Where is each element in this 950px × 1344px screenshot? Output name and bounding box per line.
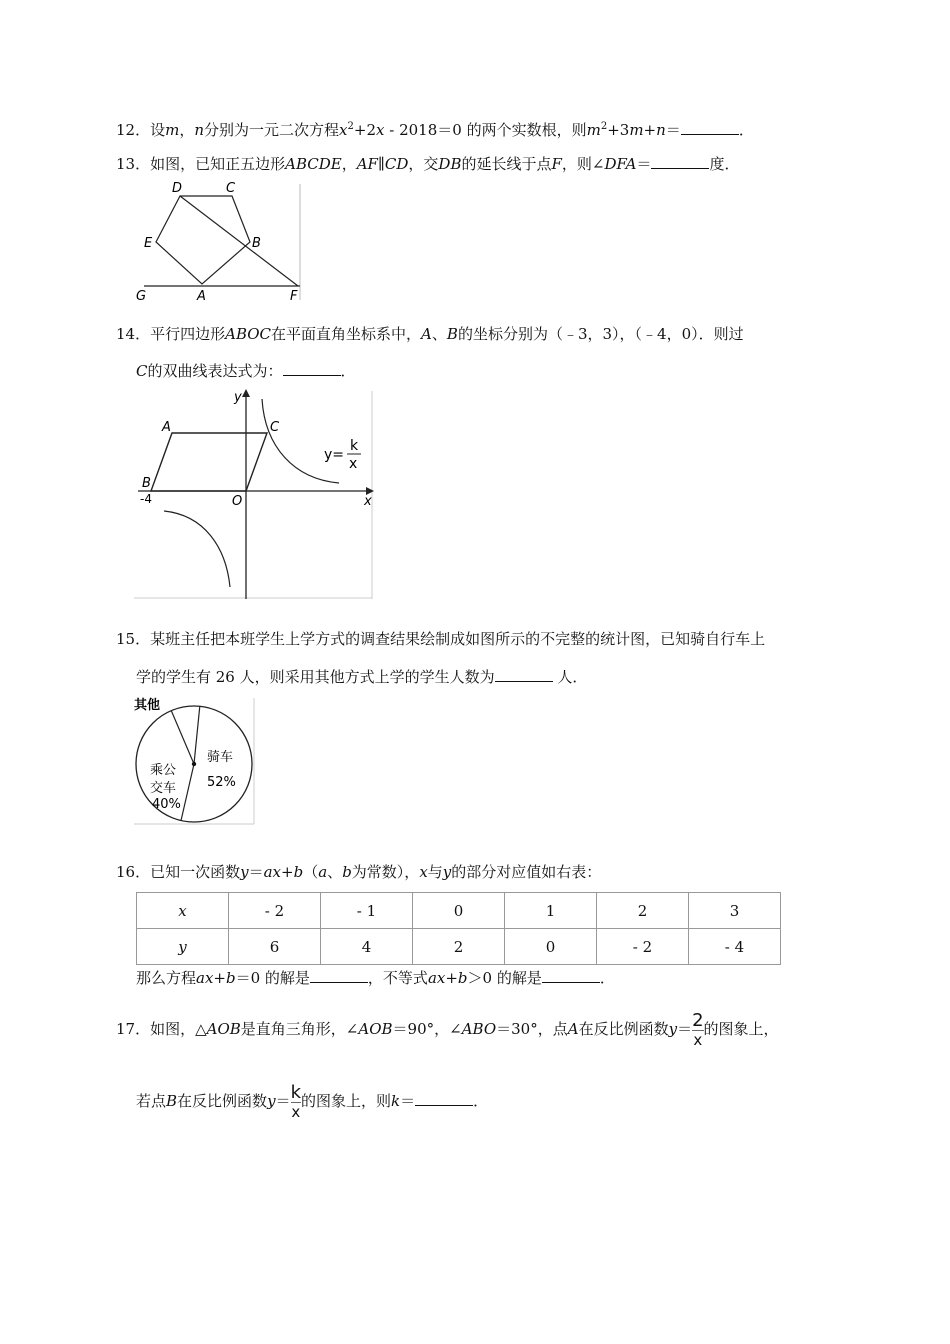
label-f: F [290,289,298,304]
fraction-2-over-x: $\frac{2}{x}$ [692,1009,704,1049]
table-cell: 1 [505,893,597,929]
label-b: B [142,476,151,491]
pentagon-abcde [156,196,250,284]
table-cell: 2 [413,929,505,965]
hyperbola-branch-right [262,399,339,483]
pentagon-figure [134,180,304,304]
answer-blank[interactable] [495,667,553,682]
q14-text-1: 14．平行四边形ABOC在平面直角坐标系中，A、B的坐标分别为（﹣3，3），（﹣4，0）．则过 [116,325,744,343]
answer-blank[interactable] [415,1091,473,1106]
hyperbola-branch-left [164,511,230,587]
q16-text: 16．已知一次函数y＝ax+b（a、b为常数），x与y的部分对应值如右表： [116,863,602,881]
line-df [180,196,298,286]
answer-blank[interactable] [310,968,368,983]
pie-label-bus-2: 交车 [150,781,177,796]
label-o: O [232,494,243,509]
label-minus4: -4 [140,492,152,506]
pie-value-bike: 52% [207,775,236,790]
fraction-k-over-x: $\frac{k}{x}$ [290,1081,301,1121]
label-c: C [226,181,236,196]
answer-blank[interactable] [542,968,600,983]
label-a: A [197,289,206,304]
pie-label-bus-1: 乘公 [150,763,177,778]
parallelogram-aboc [151,433,267,491]
table-cell: - 1 [321,893,413,929]
label-c: C [270,420,280,435]
table-row [137,893,781,929]
label-k: k [350,438,359,454]
table-cell: 6 [229,929,321,965]
table-cell: x [137,893,229,929]
pie-label-bike: 骑车 [207,750,234,765]
pie-label-other: 其他 [134,698,161,713]
table-cell: y [137,929,229,965]
table-cell: - 4 [689,929,781,965]
pie-chart [134,694,258,827]
answer-blank[interactable] [651,154,709,169]
label-e: E [144,236,153,251]
q15-text-2: 学的学生有 26 人，则采用其他方式上学的学生人数为 人． [136,668,588,686]
q15-text-1: 15．某班主任把本班学生上学方式的调查结果绘制成如图所示的不完整的统计图，已知骑自行车上 [116,630,766,648]
label-x-denominator: x [349,456,358,472]
q14-text-2: C的双曲线表达式为： ． [136,362,356,380]
table-row [137,929,781,965]
label-x: x [364,494,372,509]
pie-slice-boundary-2 [171,711,194,764]
label-d: D [172,181,183,196]
q17-text-1: 17．如图，△AOB是直角三角形，∠AOB＝90°，∠ABO＝30°，点A在反比例函数y＝ $\frac{2}{x}$ 的图象上， [116,1009,779,1049]
table-cell: - 2 [229,893,321,929]
pie-value-bus: 40% [152,797,181,812]
table-cell: 0 [413,893,505,929]
table-cell: 2 [597,893,689,929]
answer-blank[interactable] [283,361,341,376]
answer-blank[interactable] [681,120,739,135]
pie-center [192,762,196,766]
label-y-eq: y= [324,447,345,463]
q12-text: 12．设m，n分别为一元二次方程$x^2+2x - 2018=0$ 的两个实数根，则$m^2+3m+n=$ ． [116,121,754,139]
table-cell: - 2 [597,929,689,965]
label-a: A [162,420,171,435]
label-g: G [136,289,147,304]
q17-text-2: 若点B在反比例函数y＝ $\frac{k}{x}$ 的图象上，则k＝ ． [136,1081,489,1121]
pie-slice-boundary-1 [181,764,194,821]
label-b: B [252,236,261,251]
hyperbola-figure [134,387,376,601]
value-table [136,892,781,965]
table-cell: 0 [505,929,597,965]
label-y: y [234,390,242,405]
q13-text: 13．如图，已知正五边形ABCDE，AF∥CD，交DB的延长线于点F，则∠DFA＝ 度． [116,155,740,173]
pie-slice-boundary-0 [194,706,200,764]
table-cell: 4 [321,929,413,965]
table-cell: 3 [689,893,781,929]
q16-answer-line: 那么方程ax+b＝0 的解是 ，不等式ax+b＞0 的解是 ． [136,969,615,987]
